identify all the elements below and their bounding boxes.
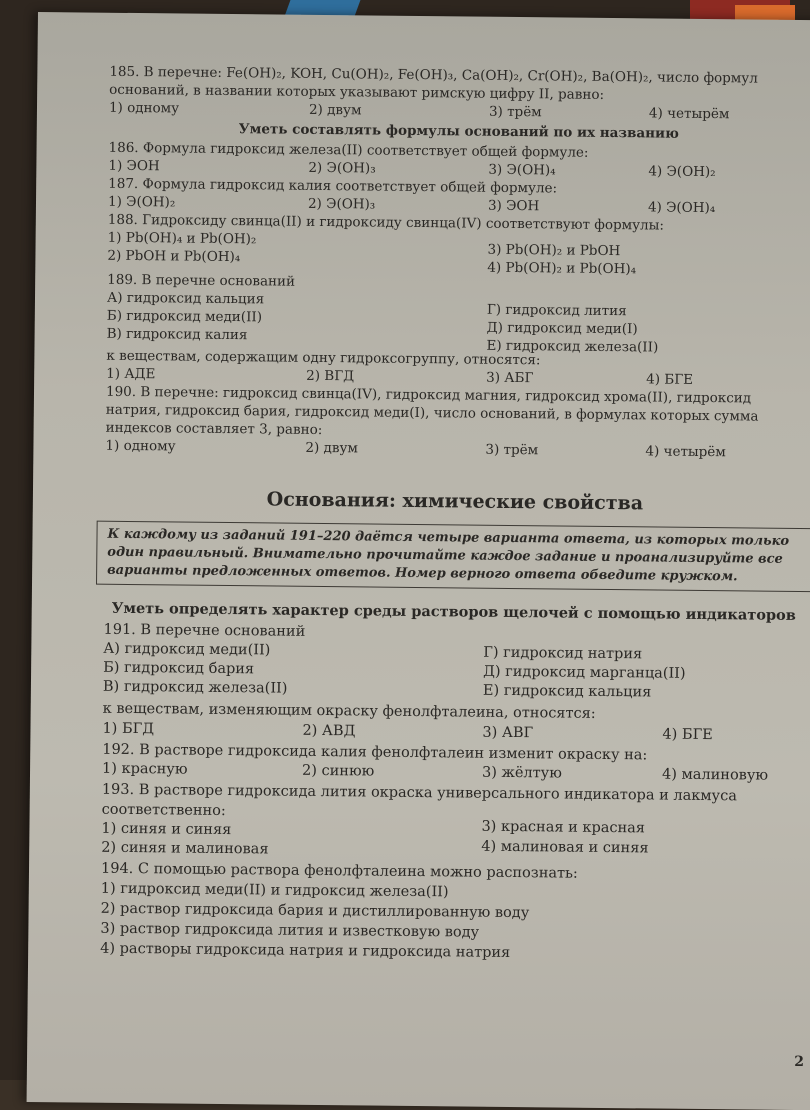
question-186: 186. Формула гидроксид железа(II) соответствует общей формуле:	[108, 139, 589, 161]
answers-188	[107, 229, 807, 278]
answer-option[interactable]: 3) Э(OH)₄	[488, 161, 556, 179]
list-item: А) гидроксид меди(II)	[103, 640, 271, 659]
section-heading-formulas: Уметь составлять формулы оснований по их названию	[238, 121, 679, 142]
answer-option[interactable]: 2) Э(OH)₃	[307, 195, 376, 213]
answer-option[interactable]: 2) двум	[308, 101, 362, 119]
answer-option[interactable]: 3) красная и красная	[481, 818, 646, 837]
list-item: Г) гидроксид лития	[486, 301, 627, 320]
answer-option[interactable]: 4) БГЕ	[662, 726, 713, 743]
answer-option[interactable]: 1) Э(OH)₂	[107, 193, 176, 211]
page-content	[100, 63, 809, 967]
list-item: Г) гидроксид натрия	[483, 644, 643, 663]
answers-194	[100, 879, 801, 966]
answer-option[interactable]: 1) БГД	[102, 720, 155, 737]
answer-option[interactable]: 3) жёлтую	[481, 764, 562, 782]
answer-option[interactable]: 2) двум	[305, 439, 359, 457]
list-item: Б) гидроксид бария	[103, 659, 255, 678]
answer-option[interactable]: 2) PbOH и Pb(OH)₄	[107, 247, 241, 266]
question-191-tail: к веществам, изменяющим окраску фенолфталеина, относятся:	[102, 700, 596, 722]
answer-option[interactable]: 2) ВГД	[306, 367, 355, 385]
answer-option[interactable]: 2) синюю	[301, 762, 375, 780]
answer-option[interactable]: 2) АВД	[302, 722, 356, 739]
answer-option[interactable]: 4) четырём	[645, 443, 726, 461]
question-189: 189. В перечне оснований	[107, 271, 296, 290]
question-193: 193. В растворе гидроксида лития окраска универсального индикатора и лакмуса соответственно:	[101, 781, 737, 819]
answer-option[interactable]: 3) раствор гидроксида лития и известковую воду	[100, 920, 480, 941]
answer-option[interactable]: 4) Pb(OH)₂ и Pb(OH)₄	[487, 259, 637, 278]
list-item: Е) гидроксид железа(II)	[486, 337, 659, 356]
answer-option[interactable]: 1) одному	[108, 99, 180, 117]
answer-option[interactable]: 3) трём	[485, 441, 539, 459]
answer-option[interactable]: 4) Э(OH)₂	[648, 163, 716, 181]
answer-option[interactable]: 3) АВГ	[482, 724, 534, 741]
answer-option[interactable]: 3) ЭОН	[487, 197, 540, 215]
answer-option[interactable]: 4) четырём	[648, 105, 730, 123]
answer-option[interactable]: 1) АДЕ	[106, 365, 156, 383]
section-title: Основания: химические свойства	[266, 488, 644, 515]
answer-option[interactable]: 3) трём	[488, 103, 542, 121]
answer-option[interactable]: 1) одному	[105, 437, 176, 455]
answer-option[interactable]: 2) синяя и малиновая	[101, 839, 269, 858]
question-191: 191. В перечне оснований	[103, 621, 306, 640]
instructions-box: К каждому из заданий 191–220 даётся четыре варианта ответа, из которых только один правильный. Внимательно прочитайте каждое задание и проанализируйте все варианты предложенных ответов. Номер верного ответа обведите кружком.	[96, 521, 810, 592]
question-190: 190. В перечне: гидроксид свинца(IV), гидроксид магния, гидроксид хрома(II), гидроксид натрия, гидроксид бария, гидроксид меди(I), число оснований, в формулах которых сумма индексов составляет 3, равно:	[105, 383, 759, 438]
list-item: А) гидроксид кальция	[106, 289, 265, 308]
answer-option[interactable]: 3) Pb(OH)₂ и PbOH	[487, 241, 621, 260]
question-188: 188. Гидроксиду свинца(II) и гидроксиду свинца(IV) соответствуют формулы:	[107, 211, 665, 234]
items-191	[103, 640, 804, 705]
question-187: 187. Формула гидроксид калия соответствует общей формуле:	[108, 175, 558, 197]
list-item: Е) гидроксид кальция	[482, 682, 652, 701]
question-192: 192. В растворе гидроксида калия фенолфталеин изменит окраску на:	[102, 741, 648, 763]
list-item: В) гидроксид калия	[106, 325, 248, 344]
list-item: Б) гидроксид меди(II)	[106, 307, 263, 326]
answer-option[interactable]: 2) Э(OH)₃	[308, 159, 376, 177]
answer-option[interactable]: 3) АБГ	[486, 369, 534, 387]
list-item: В) гидроксид железа(II)	[102, 678, 288, 697]
list-item: Д) гидроксид меди(I)	[486, 319, 638, 338]
answer-option[interactable]: 4) малиновая и синяя	[481, 838, 649, 857]
answer-option[interactable]: 4) БГЕ	[646, 371, 694, 388]
answer-option[interactable]: 1) синяя и синяя	[101, 820, 232, 839]
question-185: 185. В перечне: Fe(OH)₂, KOH, Cu(OH)₂, Fe(OH)₃, Ca(OH)₂, Cr(OH)₂, Ba(OH)₂, число формул оснований, в названии которых указывают римскую цифру II, равно:	[109, 63, 758, 103]
page-number: 2	[794, 1054, 804, 1070]
list-item: Д) гидроксид марганца(II)	[483, 663, 686, 682]
answer-option[interactable]: 4) малиновую	[661, 766, 769, 784]
answer-option[interactable]: 1) красную	[101, 760, 188, 778]
answer-option[interactable]: 1) гидроксид меди(II) и гидроксид железа(II)	[100, 880, 449, 900]
items-189	[106, 289, 808, 356]
textbook-page	[27, 12, 810, 1110]
section-heading-indicators: Уметь определять характер среды растворов щелочей с помощью индикаторов	[111, 599, 796, 624]
answer-option[interactable]: 1) ЭОН	[108, 157, 160, 175]
answer-option[interactable]: 1) Pb(OH)₄ и Pb(OH)₂	[107, 229, 257, 248]
question-189-tail: к веществам, содержащим одну гидроксогруппу, относятся:	[106, 347, 541, 369]
question-194: 194. С помощью раствора фенолфталеина можно распознать:	[100, 860, 578, 882]
answer-option[interactable]: 2) раствор гидроксида бария и дистиллированную воду	[100, 900, 530, 921]
answer-option[interactable]: 4) Э(OH)₄	[647, 199, 716, 217]
answer-option[interactable]: 4) растворы гидроксида натрия и гидроксида натрия	[100, 940, 511, 961]
answers-193	[101, 820, 801, 867]
